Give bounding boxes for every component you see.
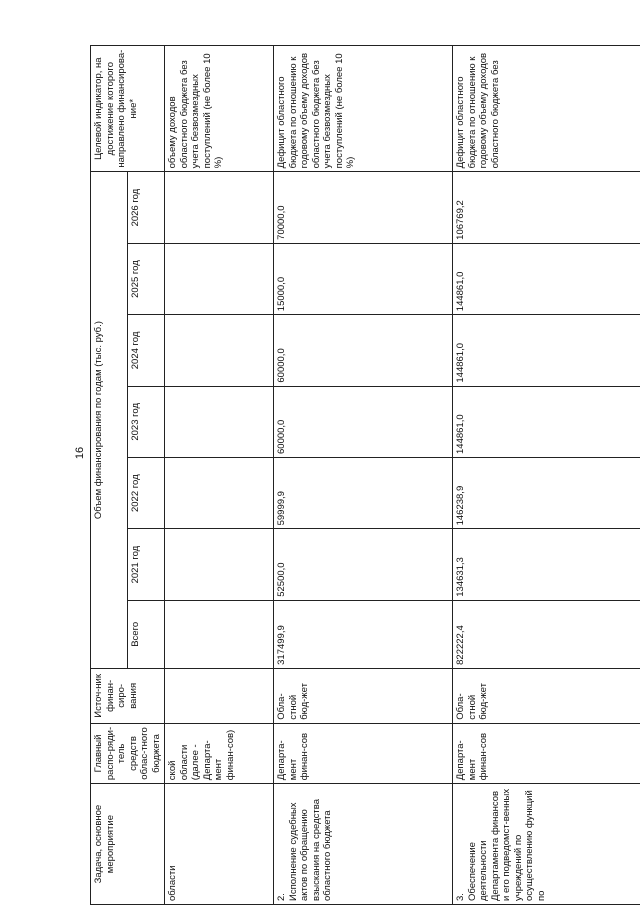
header-year: 2023 год xyxy=(128,386,165,457)
header-year: 2025 год xyxy=(128,243,165,314)
cell-year xyxy=(165,243,274,314)
header-row-1 xyxy=(91,46,128,905)
header-year: 2022 год xyxy=(128,458,165,529)
cell-year: 70000,0 xyxy=(274,172,453,243)
cell-year xyxy=(165,458,274,529)
cell-year xyxy=(165,529,274,600)
cell-year: 144861,0 xyxy=(453,243,640,314)
cell-year xyxy=(165,315,274,386)
header-year: 2021 год xyxy=(128,529,165,600)
cell-source: Обла-стной бюд-жет xyxy=(453,668,640,723)
rotated-page-content xyxy=(90,45,630,905)
header-year: 2026 год xyxy=(128,172,165,243)
row-number: 2. xyxy=(276,893,287,901)
header-task: Задача, основное мероприятие xyxy=(91,784,165,905)
cell-task xyxy=(453,784,640,905)
cell-total: 822222,4 xyxy=(453,600,640,668)
funding-table xyxy=(90,45,640,905)
task-text: области xyxy=(167,865,178,901)
cell-year: 60000,0 xyxy=(274,386,453,457)
task-text: Исполнение судебных актов по обращению взыскания на средства областного бюджета xyxy=(287,798,333,901)
header-responsible: Главный распо-ряди-тель средств облас-тного бюджета xyxy=(91,723,165,783)
cell-target: объему доходов областного бюджета без учета безвозмездных поступлений (не более 10 %) xyxy=(165,46,274,172)
header-target: Целевой индикатор, на достижение которого направлено финансирова-ние* xyxy=(91,46,165,172)
header-year: 2024 год xyxy=(128,315,165,386)
cell-target: Дефицит областного бюджета по отношению к годовому объему доходов областного бюджета без xyxy=(453,46,640,172)
cell-year: 144861,0 xyxy=(453,386,640,457)
cell-year: 60000,0 xyxy=(274,315,453,386)
cell-year: 52500,0 xyxy=(274,529,453,600)
table-row xyxy=(274,46,453,905)
header-total: Всего xyxy=(128,600,165,668)
cell-target: Дефицит областного бюджета по отношению к годовому объему доходов областного бюджета без учета безвозмездных поступлений (не более 10 %) xyxy=(274,46,453,172)
page-number: 16 xyxy=(74,446,86,460)
cell-year: 106769,2 xyxy=(453,172,640,243)
task-text: Обеспечение деятельности Департамента финансов и его подведомст-венных учреждений по осуществлению функций по xyxy=(466,788,547,901)
cell-total: 317499,9 xyxy=(274,600,453,668)
row-number: 3. xyxy=(455,893,466,901)
cell-source xyxy=(165,668,274,723)
cell-task xyxy=(165,784,274,905)
cell-year: 144861,0 xyxy=(453,315,640,386)
cell-total xyxy=(165,600,274,668)
cell-responsible: Департа-мент финан-сов xyxy=(453,723,640,783)
header-funding-group: Объем финансирования по годам (тыс. руб.) xyxy=(91,172,128,669)
cell-responsible: Департа-мент финан-сов xyxy=(274,723,453,783)
cell-responsible: ской области (далее - Департа-мент финан-сов) xyxy=(165,723,274,783)
header-source: Источ-ник финан-сиро-вания xyxy=(91,668,165,723)
table-row xyxy=(165,46,274,905)
cell-task xyxy=(274,784,453,905)
table-row xyxy=(453,46,640,905)
cell-year: 15000,0 xyxy=(274,243,453,314)
cell-year: 146238,9 xyxy=(453,458,640,529)
cell-year: 134631,3 xyxy=(453,529,640,600)
cell-year xyxy=(165,172,274,243)
cell-source: Обла-стной бюд-жет xyxy=(274,668,453,723)
cell-year: 59999,9 xyxy=(274,458,453,529)
cell-year xyxy=(165,386,274,457)
